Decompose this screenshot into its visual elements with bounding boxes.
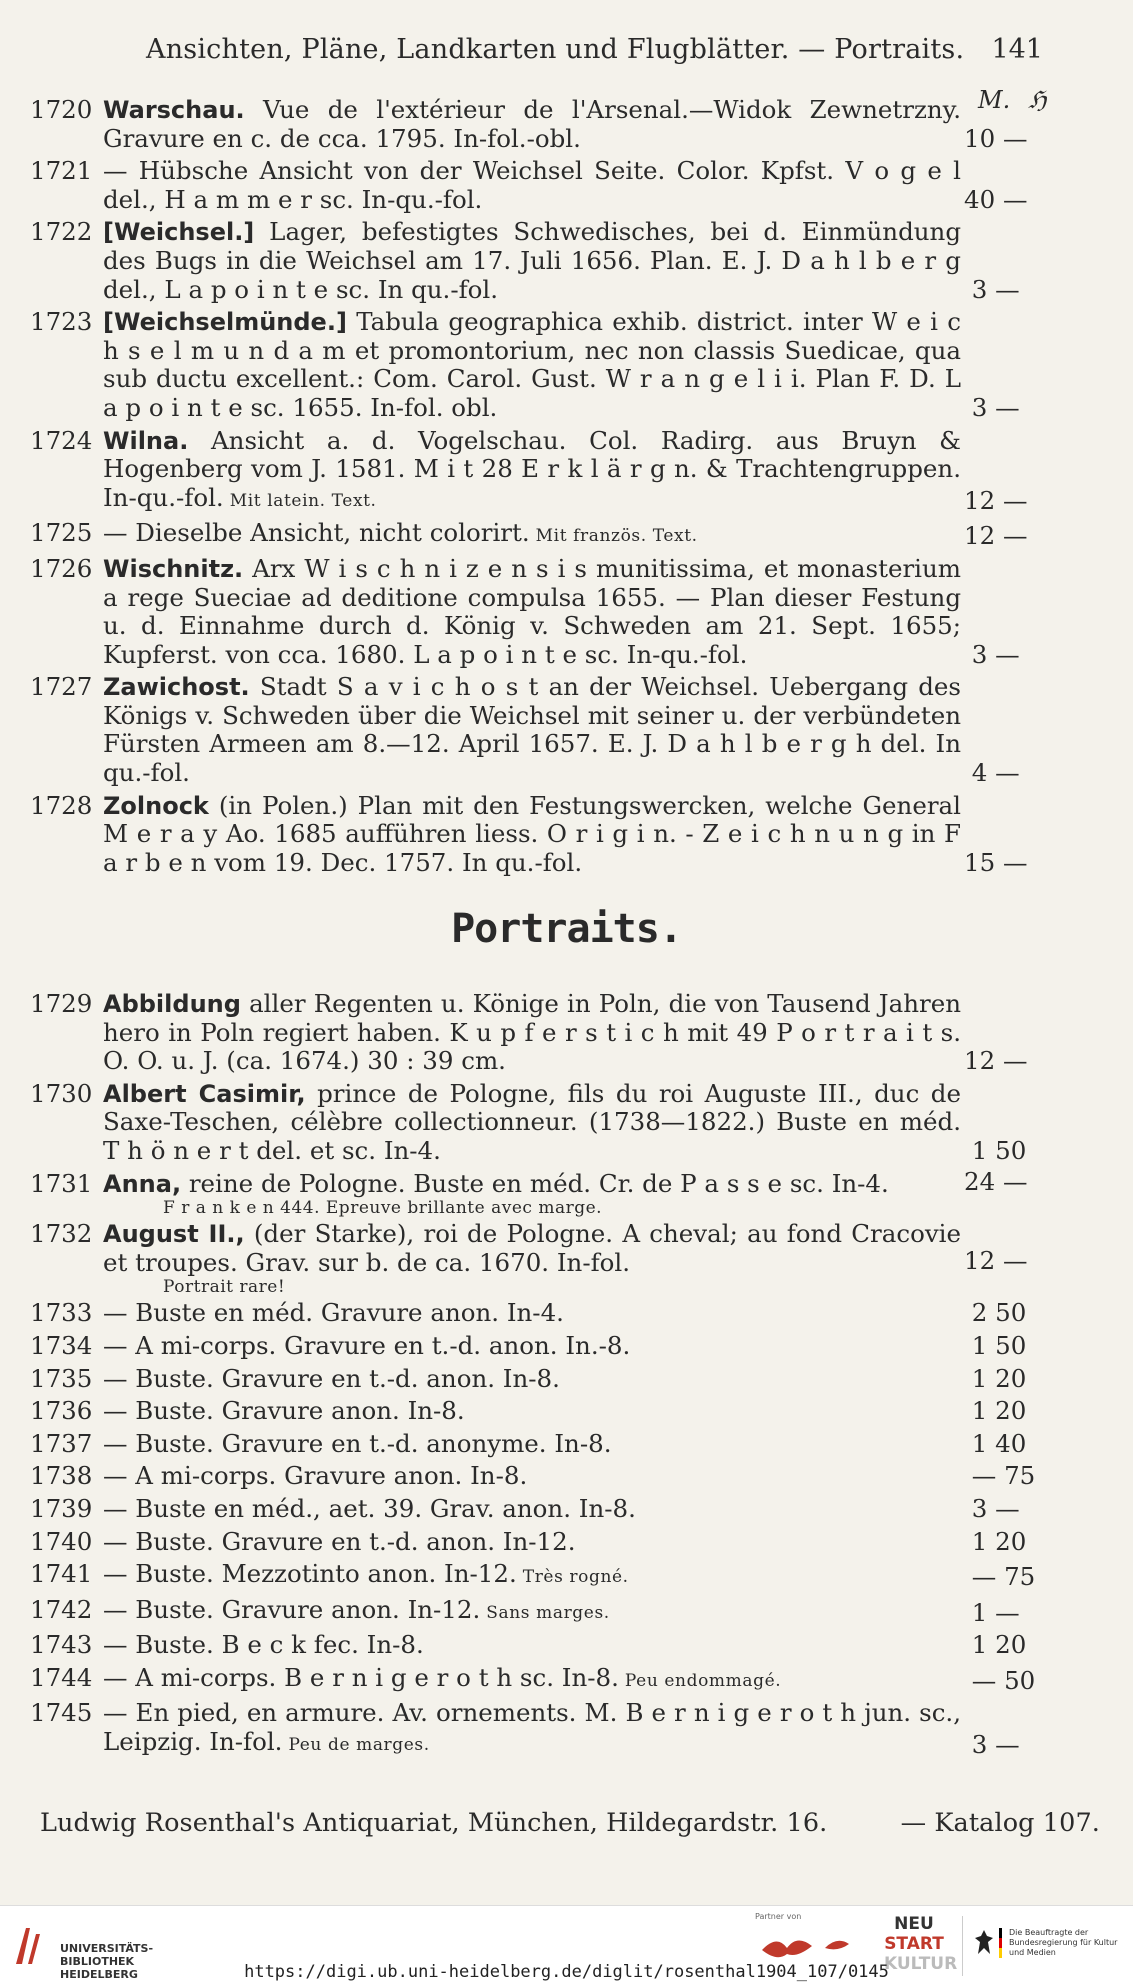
currency-mark: M. [978, 86, 1011, 114]
entry-price: 1 20 [964, 1363, 1027, 1393]
footer-publisher: Ludwig Rosenthal's Antiquariat, München, Hildegardstr. 16. [40, 1808, 828, 1838]
german-flag-icon [999, 1928, 1002, 1958]
catalog-entry [0, 1166, 1133, 1219]
entry-price: 1 20 [964, 1526, 1027, 1556]
entry-remark: Mit latein. Text. [223, 490, 377, 511]
catalog-entry [0, 308, 1133, 422]
catalog-entry [0, 1664, 1133, 1696]
entry-text: (in Polen.) Plan mit den Festungswercken, welche General M e r a y Ao. 1685 aufführen liess. O r i g i n. - Z e i c h n u n g in F a r b e n vom 19. Dec. 1757. In qu.-fol. [103, 790, 961, 877]
section-title: Portraits. [451, 906, 682, 952]
entry-description [103, 1596, 961, 1628]
catalog-entry [0, 1699, 1133, 1759]
entry-keyword: Wilna. [103, 426, 189, 455]
entry-text: — A mi-corps. B e r n i g e r o t h sc. In-8. [103, 1662, 619, 1692]
entry-description [103, 1631, 961, 1660]
entry-description [103, 1495, 961, 1524]
entry-text: — Buste en méd. Gravure anon. In-4. [103, 1298, 564, 1328]
catalog-entry [0, 1462, 1133, 1491]
catalog-entry [0, 990, 1133, 1076]
entry-description [103, 1332, 961, 1361]
catalog-entry [0, 519, 1133, 551]
catalog-entry [0, 1430, 1133, 1459]
entry-number: 1735 [30, 1363, 93, 1393]
entry-number: 1724 [30, 425, 93, 455]
entry-text: — Dieselbe Ansicht, nicht colorirt. [103, 518, 530, 548]
entry-price: 3 — [964, 1493, 1020, 1523]
entry-description [103, 1699, 961, 1759]
catalog-entry [0, 218, 1133, 304]
catalog-entry [0, 96, 1133, 153]
entry-text: — Buste. Gravure en t.-d. anon. In-8. [103, 1363, 560, 1393]
entry-keyword: Zawichost. [103, 673, 250, 702]
entry-number: 1736 [30, 1396, 93, 1426]
entry-text: Vue de l'extérieur de l'Arsenal.—Widok Zewnetrzny. Gravure en c. de cca. 1795. In-fol.-obl. [103, 95, 961, 153]
footer-catalog: — Katalog 107. [900, 1808, 1100, 1838]
neu-line1: NEU [894, 1914, 934, 1934]
catalog-entry [0, 673, 1133, 787]
entry-keyword: [Weichselmünde.] [103, 308, 347, 337]
entry-price: — 50 [964, 1665, 1036, 1695]
entry-number: 1741 [30, 1559, 93, 1589]
entry-price: 10 — [964, 123, 1028, 153]
entry-description [103, 218, 961, 304]
running-header [0, 34, 1133, 70]
ub-line3: HEIDELBERG [60, 1968, 138, 1981]
entry-description [103, 1462, 961, 1491]
entry-number: 1737 [30, 1428, 93, 1458]
entry-number: 1732 [30, 1219, 93, 1249]
entry-text: aller Regenten u. Könige in Poln, die von Tausend Jahren hero in Poln regiert haben. K u p f e r s t i c h mit 49 P o r t r a i t s. O. O. u. J. (ca. 1674.) 30 : 39 cm. [103, 989, 961, 1076]
entry-price: 1 — [964, 1597, 1020, 1627]
ub-line1: UNIVERSITÄTS- [60, 1942, 154, 1955]
entry-price: 4 — [964, 758, 1020, 788]
entry-price: 1 50 [964, 1135, 1027, 1165]
entry-number: 1727 [30, 672, 93, 702]
entry-number: 1722 [30, 217, 93, 247]
entry-price: 3 — [964, 1730, 1020, 1760]
entry-price: 2 50 [964, 1298, 1027, 1328]
entry-keyword: Abbildung [103, 990, 241, 1018]
entry-price: 1 40 [964, 1428, 1027, 1458]
catalog-entry [0, 1560, 1133, 1592]
catalog-entry [0, 1495, 1133, 1524]
entry-description [103, 555, 961, 669]
entry-text: — Buste. B e c k fec. In-8. [103, 1630, 424, 1660]
entry-price: 3 — [964, 274, 1020, 304]
entry-description [103, 308, 961, 422]
entry-number: 1730 [30, 1078, 93, 1108]
entry-description [103, 157, 961, 214]
entry-number: 1743 [30, 1630, 93, 1660]
entry-description [103, 96, 961, 153]
entry-remark: Mit französ. Text. [529, 526, 698, 547]
entry-keyword: Albert Casimir, [103, 1079, 306, 1108]
entry-description [103, 792, 961, 878]
entry-description [103, 1299, 961, 1328]
entry-text: — Buste. Gravure anon. In-8. [103, 1396, 465, 1426]
catalog-entry [0, 1332, 1133, 1361]
header-title: Ansichten, Pläne, Landkarten und Flugblätter. — Portraits. [146, 34, 965, 65]
entry-price: 1 20 [964, 1630, 1027, 1660]
entry-text: — Buste. Gravure en t.-d. anonyme. In-8. [103, 1428, 612, 1458]
catalog-entry [0, 1528, 1133, 1557]
entry-text: Arx W i s c h n i z e n s i s munitissima, et monasterium a rege Sueciae ad deditione compulsa 1655. — Plan dieser Festung u. d. Einnahme durch d. König v. Schweden am 21. Sept. 1655; Kupferst. von cca. 1680. L a p o i n t e sc. In-qu.-fol. [103, 553, 961, 669]
entry-keyword: Anna, [103, 1169, 182, 1198]
entry-text: — En pied, en armure. Av. ornements. M. B e r n i g e r o t h jun. sc., Leipzig. In-fol. [103, 1698, 961, 1757]
entry-description [103, 1560, 961, 1592]
entry-description [103, 519, 961, 551]
ub-line2: BIBLIOTHEK [60, 1955, 135, 1968]
entry-text: (der Starke), roi de Pologne. A cheval; au fond Cracovie et troupes. Grav. sur b. de ca. 1670. In-fol. [103, 1219, 961, 1277]
entry-number: 1725 [30, 518, 93, 548]
entry-description [103, 427, 961, 516]
catalog-entry [0, 1080, 1133, 1166]
entry-description [103, 1528, 961, 1557]
entries-top [0, 96, 1133, 881]
entry-price: 1 20 [964, 1396, 1027, 1426]
entry-price: 12 — [964, 1046, 1028, 1076]
bkm-text: Die Beauftragte der Bundesregierung für Kultur und Medien [1009, 1928, 1118, 1957]
catalog-entry [0, 1631, 1133, 1660]
entry-description [103, 1080, 961, 1166]
entry-price: 24 — [964, 1166, 1028, 1196]
footer-imprint [40, 1808, 1100, 1838]
entry-price: — 75 [964, 1461, 1036, 1491]
entry-note: Portrait rare! [163, 1277, 286, 1298]
entry-text: — Buste. Gravure en t.-d. anon. In-12. [103, 1526, 576, 1556]
entry-price: 12 — [964, 521, 1028, 551]
entry-price: 12 — [964, 1245, 1028, 1275]
neu-line3: KULTUR [884, 1954, 958, 1974]
entry-description [103, 1430, 961, 1459]
entry-keyword: [Weichsel.] [103, 218, 255, 247]
entry-remark: Très rogné. [516, 1567, 629, 1588]
catalog-entry [0, 1397, 1133, 1426]
catalog-entry [0, 427, 1133, 516]
neu-line2: START [884, 1934, 944, 1954]
currency-pf: ℌ [1028, 86, 1047, 114]
entry-description [103, 1170, 961, 1219]
entry-number: 1720 [30, 95, 93, 124]
entry-text: Stadt S a v i c h o s t an der Weichsel. Uebergang des Königs v. Schweden über die Weichsel mit seiner u. der verbündeten Fürsten Armeen am 8.—12. April 1657. E. J. D a h l b e r g h del. In qu.-fol. [103, 672, 961, 788]
entry-number: 1740 [30, 1526, 93, 1556]
entry-number: 1728 [30, 790, 93, 820]
entry-text: — Buste. Gravure anon. In-12. [103, 1594, 481, 1624]
catalog-entry [0, 1220, 1133, 1297]
entry-number: 1742 [30, 1594, 93, 1624]
catalog-entry [0, 1365, 1133, 1394]
entry-text: reine de Pologne. Buste en méd. Cr. de P a s s e sc. In-4. [181, 1168, 889, 1198]
entry-remark: Peu de marges. [282, 1735, 430, 1756]
entry-keyword: August II., [103, 1220, 245, 1249]
page-url[interactable]: https://digi.ub.uni-heidelberg.de/diglit/rosenthal1904_107/0145 [244, 1962, 889, 1982]
entry-keyword: Wischnitz. [103, 554, 244, 583]
page-number: 141 [991, 34, 1043, 65]
entry-price: 3 — [964, 392, 1020, 422]
entry-number: 1739 [30, 1493, 93, 1523]
entry-number: 1729 [30, 989, 93, 1018]
entry-description [103, 990, 961, 1076]
entry-price: 40 — [964, 184, 1028, 214]
entry-text: — Hübsche Ansicht von der Weichsel Seite. Color. Kpfst. V o g e l del., H a m m e r sc. In-qu.-fol. [103, 156, 961, 214]
catalog-entry [0, 555, 1133, 669]
entry-number: 1731 [30, 1168, 93, 1198]
entry-text: — Buste en méd., aet. 39. Grav. anon. In-8. [103, 1493, 636, 1523]
entry-note: F r a n k e n 444. Epreuve brillante avec marge. [163, 1198, 603, 1219]
entry-price: 1 50 [964, 1330, 1027, 1360]
entry-description [103, 1220, 961, 1297]
entry-description [103, 1664, 961, 1696]
catalog-entry [0, 1596, 1133, 1628]
partner-label: Partner von [755, 1912, 802, 1921]
entry-number: 1733 [30, 1298, 93, 1328]
entry-keyword: Zolnock [103, 791, 209, 820]
entry-number: 1726 [30, 553, 93, 583]
entry-text: Tabula geographica exhib. district. inter W e i c h s e l m u n d a m et promontorium, nec non classis Suedicae, qua sub ductu excellent.: Com. Carol. Gust. W r a n g e l i i. Plan F. D. L a p o i n t e sc. 1655. In-fol. obl. [103, 307, 961, 422]
entry-number: 1738 [30, 1461, 93, 1491]
entry-price: 12 — [964, 485, 1028, 515]
entry-number: 1721 [30, 156, 93, 186]
entry-text: Lager, befestigtes Schwedisches, bei d. Einmündung des Bugs in die Weichsel am 17. Juli 1656. Plan. E. J. D a h l b e r g del., L a p o i n t e sc. In qu.-fol. [103, 217, 961, 304]
entry-text: — Buste. Mezzotinto anon. In-12. [103, 1559, 517, 1589]
entry-description [103, 1365, 961, 1394]
federal-eagle-icon [973, 1928, 995, 1958]
catalog-entry [0, 157, 1133, 214]
entry-text: prince de Pologne, fils du roi Auguste III., duc de Saxe-Teschen, célèbre collectionneur. (1738—1822.) Buste en méd. T h ö n e r t del. et sc. In-4. [103, 1078, 961, 1165]
entry-number: 1744 [30, 1662, 93, 1692]
entry-keyword: Warschau. [103, 96, 245, 124]
entry-text: — A mi-corps. Gravure en t.-d. anon. In.-8. [103, 1330, 631, 1360]
entry-price: 3 — [964, 639, 1020, 669]
catalog-entry [0, 792, 1133, 878]
catalog-entry [0, 1299, 1133, 1328]
entry-number: 1745 [30, 1698, 93, 1728]
entry-description [103, 1397, 961, 1426]
entry-price: 15 — [964, 847, 1028, 877]
entry-text: Ansicht a. d. Vogelschau. Col. Radirg. aus Bruyn & Hogenberg vom J. 1581. M i t 28 E r k l ä r g n. & Trachtengruppen. In-qu.-fol. [103, 425, 961, 512]
entry-number: 1723 [30, 307, 93, 337]
entry-description [103, 673, 961, 787]
entries-portraits [0, 990, 1133, 1764]
entry-remark: Sans marges. [480, 1602, 610, 1623]
entry-price: — 75 [964, 1562, 1036, 1592]
entry-remark: Peu endommagé. [618, 1670, 782, 1691]
entry-number: 1734 [30, 1330, 93, 1360]
entry-text: — A mi-corps. Gravure anon. In-8. [103, 1461, 528, 1491]
